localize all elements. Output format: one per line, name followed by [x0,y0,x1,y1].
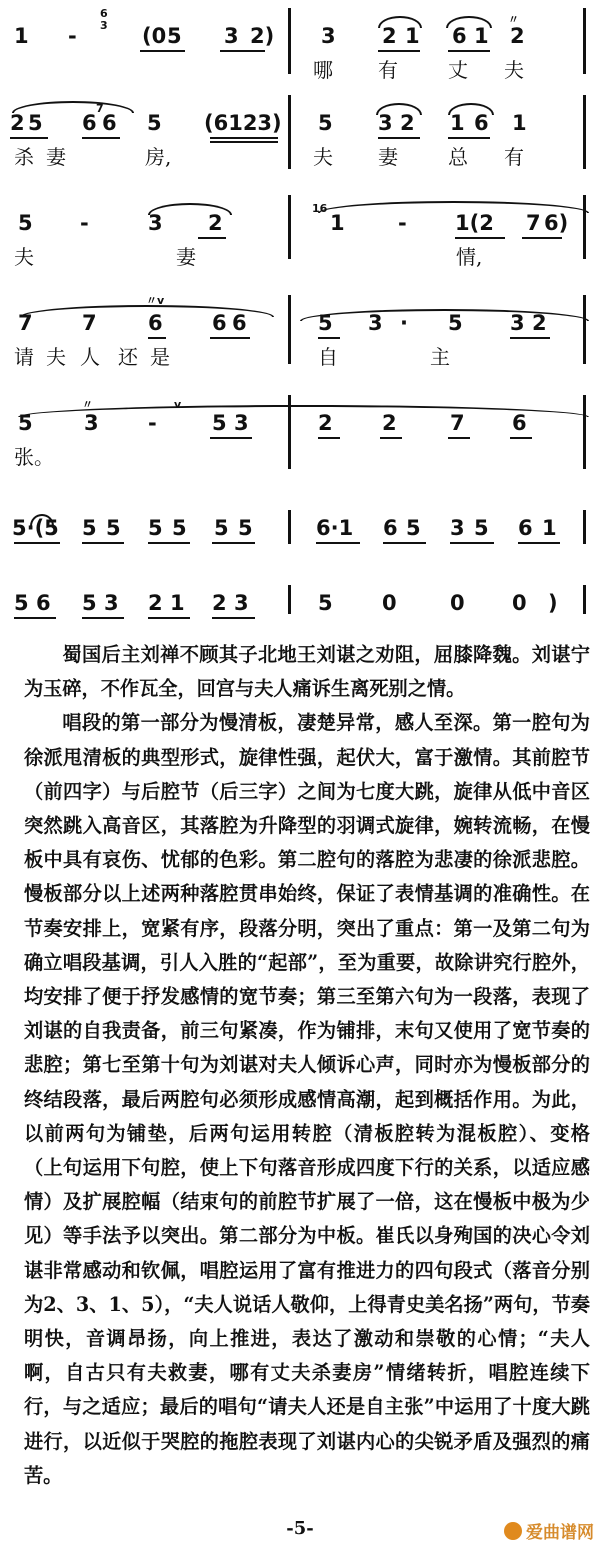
note: 6) [544,211,569,235]
note: 7 [82,311,97,335]
note: 6·1 [316,516,354,540]
ornament-mark: v [174,398,182,411]
lyric: 是 [150,345,170,369]
beam-line [10,137,48,139]
beam-line [380,437,402,439]
beam-line [510,437,532,439]
beam-line [455,237,505,239]
lyric: 总 [448,145,468,169]
score-row [0,585,600,620]
note: 5·(5 [12,516,59,540]
note: 7 [526,211,541,235]
beam-line [518,542,560,544]
note: 5 [106,516,121,540]
note: 6 [512,411,527,435]
note: 2 [400,111,415,135]
beam-line [448,437,470,439]
watermark-text: 爱曲谱网 [526,1523,594,1543]
beam-line [82,542,124,544]
note: 2 [10,111,25,135]
beam-line [14,542,60,544]
slur-arc [12,101,134,113]
beam-line [522,237,562,239]
score-row [0,8,600,80]
beam-line [148,617,190,619]
lyric: 杀 [14,145,34,169]
note: 5 [148,516,163,540]
note: 5 [82,591,97,615]
barline [288,295,291,364]
score-row [0,395,600,475]
lyric: 夫 [14,245,34,269]
score-row [0,195,600,269]
note: · [400,311,408,335]
lyric: 有 [378,58,398,82]
slur-arc [318,201,589,213]
note: 6 [232,311,247,335]
lyric: 房, [145,145,172,169]
lyric: 自 [318,345,338,369]
note: 6 [148,311,163,335]
note: 1(2 [455,211,494,235]
barline [288,585,291,614]
slur-arc [446,16,492,28]
note: 5 [18,211,33,235]
lyric: 有 [504,145,524,169]
note: 5 [167,24,182,48]
grace-note: 16 [312,202,328,215]
slur-arc [376,103,422,115]
score-row [0,510,600,550]
ornament-mark: 〃 [508,13,519,26]
note: 1 [170,591,185,615]
note: 2 [208,211,223,235]
beam-line [383,542,426,544]
lyric: 夫 [313,145,333,169]
music-score [0,0,600,620]
barline [583,585,586,614]
note: 3 [84,411,99,435]
note: 5 [172,516,187,540]
lyric: 人 [80,345,100,369]
note: 5 [147,111,162,135]
beam-line [212,542,255,544]
note: 5 [18,411,33,435]
beam-line [82,137,120,139]
logo-icon [504,1522,522,1540]
note: 5 [28,111,43,135]
note: 3 [224,24,239,48]
note: 6 [102,111,117,135]
slur-arc [448,103,494,115]
beam-line [510,337,550,339]
beam-line [378,50,420,52]
note: 2 [382,24,397,48]
beam-line [82,617,124,619]
note: 0 [450,591,465,615]
note: 1 [405,24,420,48]
note: (0 [142,24,167,48]
note: 5 [474,516,489,540]
ornament-mark: 〃v [146,294,165,307]
score-row [0,95,600,175]
beam-line [140,50,185,52]
lyric: 主 [430,345,450,369]
beam-line [448,50,490,52]
note: 2 [318,411,333,435]
note: 1 [542,516,557,540]
note: 5 [212,411,227,435]
note: 5 [448,311,463,335]
note: 5 [238,516,253,540]
barline [288,195,291,259]
slur-arc [18,405,589,417]
note: 5 [318,111,333,135]
commentary-text [24,638,590,1493]
beam-line [14,617,56,619]
note: 7 [18,311,33,335]
barline [583,395,586,469]
note: 3 [234,411,249,435]
note: 6 [82,111,97,135]
grace-note: 6 [100,7,108,20]
note: 6 [383,516,398,540]
note: - [398,211,407,235]
note: 3 [321,24,336,48]
note: 2 [510,24,525,48]
site-watermark [504,1518,594,1543]
beam-line [198,237,226,239]
note: 3 [234,591,249,615]
note: 2) [250,24,275,48]
note: 5 [406,516,421,540]
barline [583,95,586,169]
note: 3 [450,516,465,540]
lyric: 夫 [46,345,66,369]
note: 3 [148,211,163,235]
note: 1 [330,211,345,235]
paragraph-analysis: 唱段的第一部分为慢清板，凄楚异常，感人至深。第一腔句为徐派甩清板的典型形式，旋律性强，起伏大，富于激情。其前腔节（前四字）与后腔节（后三字）之间为七度大跳，旋律从低中音区突然跳入高音区，其落腔为升降型的羽调式旋律，婉转流畅，在慢板中具有哀伤、忧郁的色彩。第二腔句的落腔为悲凄的徐派悲腔。慢板部分以上述两种落腔贯串始终，保证了表情基调的准确性。在节奏安排上，宽紧有序，段落分明，突出了重点：第一及第二句为确立唱段基调，引人入胜的“起部”，至为重要，故除讲究行腔外，均安排了便于抒发感情的宽节奏；第三至第六句为一段落，表现了刘谌的自我责备，前三句紧凑，作为铺排，末句又使用了宽节奏的悲腔；第七至第十句为刘谌对夫人倾诉心声，同时亦为慢板部分的终结段落，最后两腔句必须形成感情高潮，起到概括作用。为此，以前两句为铺垫，后两句运用转腔（清板腔转为混板腔）、变格（上句运用下句腔，使上下句落音形成四度下行的关系，以适应感情）及扩展腔幅（结束句的前腔节扩展了一倍，这在慢板中极为少见）等手法予以突出。第二部分为中板。崔氏以身殉国的决心令刘谌非常感动和钦佩，唱腔运用了富有推进力的四句段式（落音分别为2、3、1、5），“夫人说话人敬仰，上得青史美名扬”两句，节奏明快，音调昂扬，向上推进，表达了激动和崇敬的心情；“夫人啊，自古只有夫救妻，哪有丈夫杀妻房”情绪转折，唱腔连续下行，与之适应；最后的唱句“请夫人还是自主张”中运用了十度大跳进行，以近似于哭腔的拖腔表现了刘谌内心的尖锐矛盾及强烈的痛苦。 [24,711,590,1487]
note: 7 [450,411,465,435]
note: 3 [104,591,119,615]
note: 2 [212,591,227,615]
note: 6 [474,111,489,135]
note: 5 [14,591,29,615]
beam-line [212,617,255,619]
beam-line [318,337,340,339]
grace-note: 7 [96,102,104,115]
lyric: 情, [456,245,483,269]
slur-arc [378,16,422,28]
note: 5 [214,516,229,540]
beam-line [148,542,190,544]
lyric: 夫 [504,58,524,82]
beam-line [210,337,250,339]
note: - [148,411,157,435]
beam-line [210,137,278,139]
barline [583,195,586,259]
note: 3 [510,311,525,335]
lyric: 哪 [313,58,333,82]
beam-line [210,141,278,143]
lyric: 还 [118,345,138,369]
barline [288,510,291,544]
barline [583,8,586,74]
beam-line [448,137,490,139]
note: 0 [382,591,397,615]
score-row [0,295,600,370]
note: 6 [212,311,227,335]
beam-line [450,542,494,544]
ornament-mark: 〃 [82,398,93,411]
barline [583,510,586,544]
beam-line [318,437,340,439]
lyric: 妻 [46,145,66,169]
note: 1 [474,24,489,48]
note: - [68,24,77,48]
note: 1 [14,24,29,48]
note: 5 [318,311,333,335]
note: 5 [82,516,97,540]
slur-arc [20,305,274,317]
slur-arc [148,203,232,215]
note: 3 [378,111,393,135]
lyric: 妻 [176,245,196,269]
note: 2 [532,311,547,335]
note: 6 [518,516,533,540]
paragraph-intro: 蜀国后主刘禅不顾其子北地王刘谌之劝阻，屈膝降魏。刘谌宁为玉碎，不作瓦全，回宫与夫人痛诉生离死别之情。 [24,643,590,701]
note: - [80,211,89,235]
beam-line [378,137,420,139]
grace-note: 3 [100,19,108,32]
note: 2 [382,411,397,435]
note: ) [548,591,558,615]
note: 2 [148,591,163,615]
note: (6123) [204,111,282,135]
beam-line [210,437,252,439]
lyric: 妻 [378,145,398,169]
beam-line [316,542,360,544]
note: 6 [36,591,51,615]
note: 6 [452,24,467,48]
beam-line [148,337,166,339]
lyric: 丈 [448,58,468,82]
beam-line [220,50,265,52]
barline [288,8,291,74]
note: 0 [512,591,527,615]
barline [583,295,586,364]
lyric: 张。 [14,445,54,469]
page-number: -5- [286,1518,314,1539]
note: 5 [318,591,333,615]
note: 1 [450,111,465,135]
lyric: 请 [14,345,34,369]
barline [288,95,291,169]
note: 1 [512,111,527,135]
note: 3 [368,311,383,335]
